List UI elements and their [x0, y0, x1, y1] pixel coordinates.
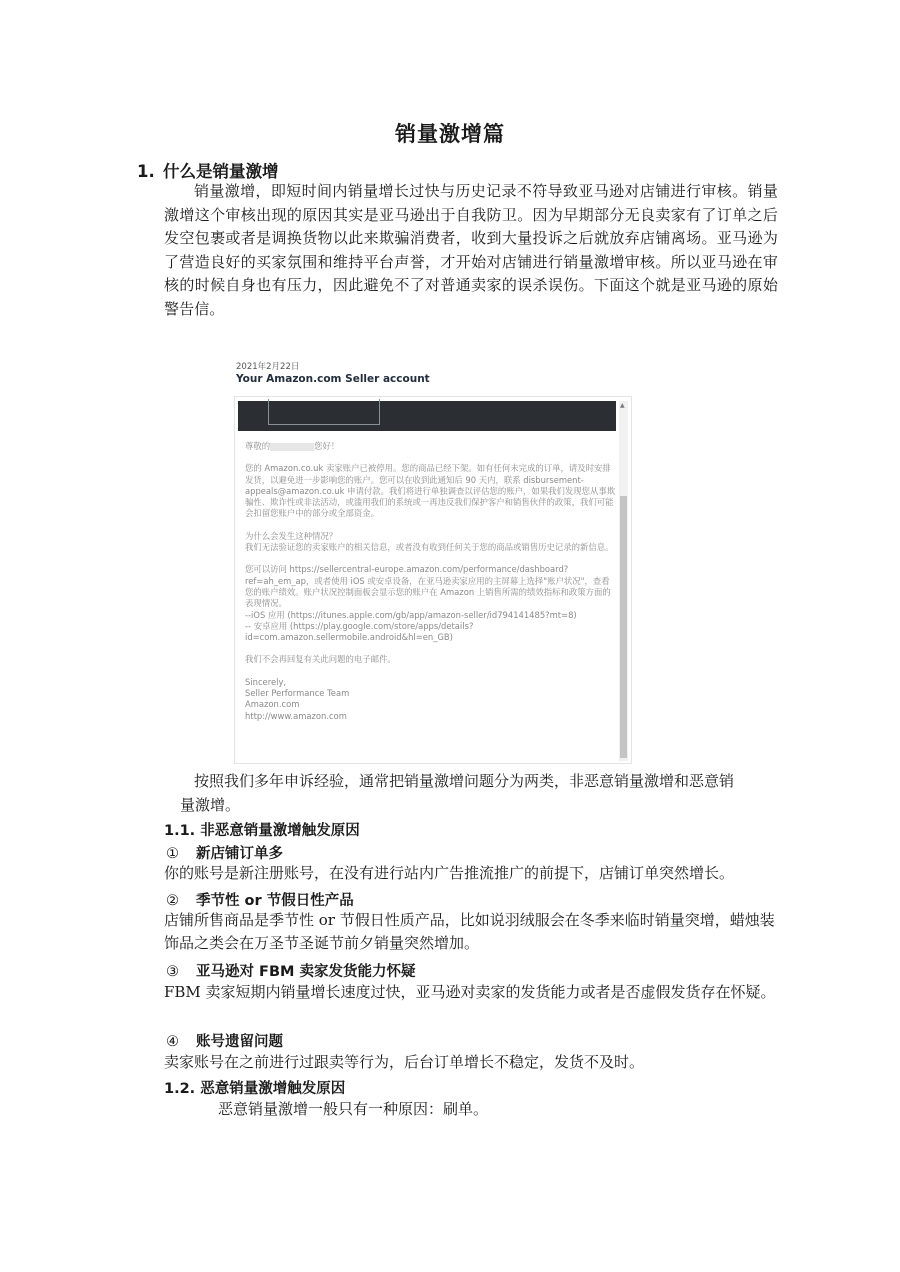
- section-1-heading: [137, 158, 279, 182]
- item-1-marker: ①: [166, 846, 179, 862]
- item-4-title: 账号遗留问题: [196, 1034, 283, 1050]
- scrollbar[interactable]: [619, 401, 628, 761]
- page-title: 销量激增篇: [395, 122, 505, 146]
- email-noreply: 我们不会再回复有关此问题的电子邮件。: [245, 654, 396, 665]
- email-why-section: [245, 531, 617, 554]
- email-why-body: 我们无法验证您的卖家账户的相关信息，或者没有收到任何关于您的商品或销售历史记录的新信息。: [245, 542, 614, 553]
- email-para-suspension: 您的 Amazon.co.uk 卖家账户已被停用。您的商品已经下架。如有任何未完成的订单，请及时安排发货，以避免进一步影响您的账户。您可以在收到此通知后 90 天内，联系 disbursement-appeals@amazon.co.uk 申请付款。我们将进行单独调查以评估您的账户，如果我们发现您从事欺骗性、欺诈性或非法活动，或滥用我们的系统或一再违反我们保护客户和销售伙伴的政策，我们可能会扣留您账户中的部分或全部资金。: [245, 463, 616, 519]
- intro-2-line-2: 量激增。: [180, 795, 241, 814]
- item-1-body: 你的账号是新注册账号，在没有进行站内广告推流推广的前提下，店铺订单突然增长。: [164, 864, 735, 882]
- email-why-title: 为什么会发生这种情况？: [245, 530, 338, 541]
- item-4-heading: [166, 1030, 283, 1051]
- logo-placeholder: [268, 399, 380, 425]
- email-header-bar: [238, 401, 616, 431]
- item-2-marker: ②: [166, 893, 179, 909]
- email-sign-4: http://www.amazon.com: [245, 710, 347, 721]
- email-sign-2: Seller Performance Team: [245, 688, 350, 699]
- item-3-heading: [166, 960, 415, 981]
- item-3-body: FBM 卖家短期内销量增长速度过快，亚马逊对卖家的发货能力或者是否虚假发货存在怀疑。: [164, 983, 776, 1001]
- email-ios-link: --iOS 应用 (https://itunes.apple.com/gb/app/amazon-seller/id794141485?mt=8): [245, 609, 577, 620]
- email-body: [245, 441, 617, 722]
- email-panel: [234, 396, 632, 764]
- section-1-paragraph: 销量激增，即短时间内销量增长过快与历史记录不符导致亚马逊对店铺进行审核。销量激增这个审核出现的原因其实是亚马逊出于自我防卫。因为早期部分无良卖家有了订单之后发空包裹或者是调换货物以此来欺骗消费者，收到大量投诉之后就放弃店铺离场。亚马逊为了营造良好的买家氛围和维持平台声誉，才开始对店铺进行销量激增审核。所以亚马逊在审核的时候自身也有压力，因此避免不了对普通卖家的误杀误伤。下面这个就是亚马逊的原始警告信。: [164, 182, 778, 318]
- item-1-heading: [166, 842, 283, 863]
- scrollbar-thumb[interactable]: [620, 496, 627, 758]
- email-sign-3: Amazon.com: [245, 699, 300, 710]
- item-2-heading: [166, 889, 354, 910]
- intro-2-line-1: 按照我们多年申诉经验，通常把销量激增问题分为两类，非恶意销量激增和恶意销: [194, 772, 735, 790]
- section-1-1-heading: 1.1. 非恶意销量激增触发原因: [164, 823, 360, 839]
- item-2-title: 季节性 or 节假日性产品: [196, 893, 354, 909]
- item-4-marker: ④: [166, 1034, 179, 1050]
- item-1-title: 新店铺订单多: [196, 846, 283, 862]
- item-4-body: 卖家账号在之前进行过跟卖等行为，后台订单增长不稳定，发货不及时。: [164, 1053, 645, 1071]
- email-access-para: 您可以访问 https://sellercentral-europe.amazon.com/performance/dashboard?ref=ah_em_ap，或者使用 iOS 或安卓设备，在亚马逊卖家应用的主屏幕上选择"账户状况"，查看您的账户绩效。账户状况控制面板会显示您的账户在 Amazon 上销售所需的绩效指标和政策方面的表现情况。: [245, 564, 611, 609]
- redacted-name: [270, 443, 314, 451]
- section-1-2-body: 恶意销量激增一般只有一种原因：刷单。: [218, 1100, 489, 1118]
- section-1-title: 什么是销量激增: [163, 162, 279, 181]
- scroll-up-icon[interactable]: ▲: [620, 402, 625, 409]
- letter-heading: Your Amazon.com Seller account: [236, 373, 430, 385]
- email-sign-1: Sincerely,: [245, 676, 287, 687]
- warning-letter-screenshot: [234, 360, 634, 765]
- intro-paragraph-2: [164, 770, 778, 817]
- email-greeting: 尊敬的 您好！: [245, 441, 340, 451]
- section-1-2-heading: 1.2. 恶意销量激增触发原因: [164, 1081, 346, 1097]
- item-2-body: 店铺所售商品是季节性 or 节假日性质产品，比如说羽绒服会在冬季来临时销量突增，蜡烛装饰品之类会在万圣节圣诞节前夕销量突然增加。: [164, 911, 775, 952]
- section-1-number: 1.: [137, 162, 155, 181]
- item-3-marker: ③: [166, 964, 179, 980]
- letter-date: 2021年2月22日: [236, 362, 300, 372]
- item-3-title: 亚马逊对 FBM 卖家发货能力怀疑: [196, 964, 416, 980]
- email-android-link: -- 安卓应用 (https://play.google.com/store/apps/details?id=com.amazon.sellermobile.android&hl=en_GB): [245, 620, 474, 643]
